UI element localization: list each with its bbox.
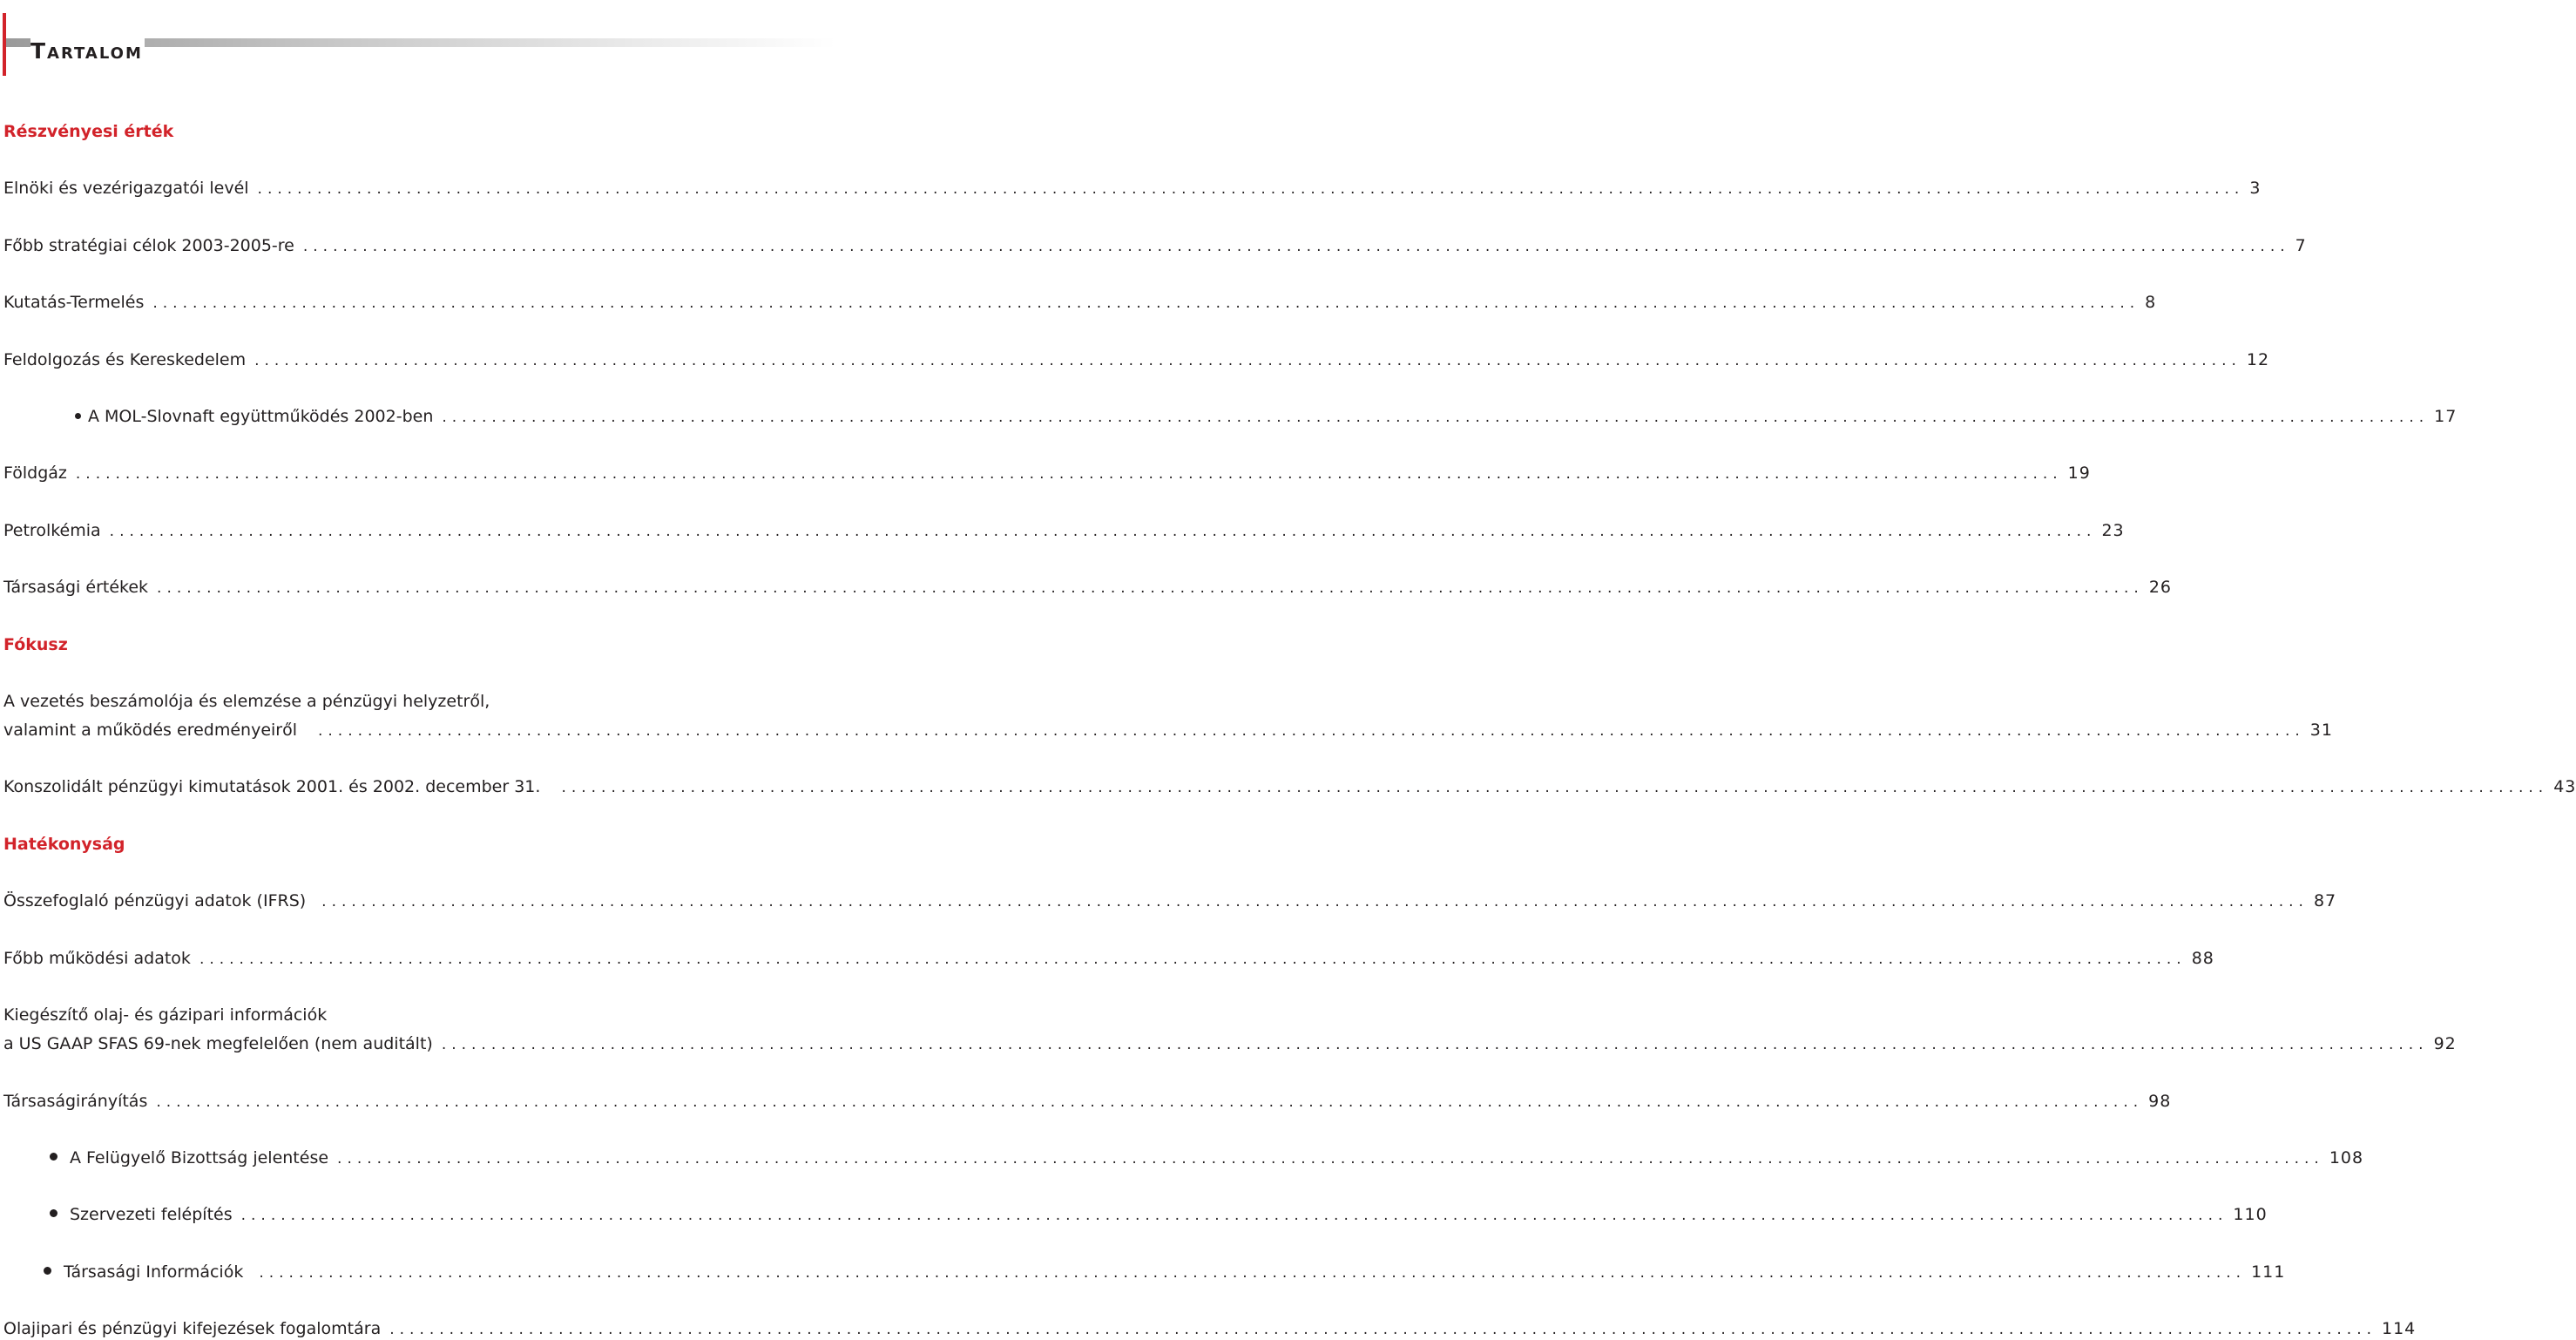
dot-leader: ........................................................................................................................................................................................................ xyxy=(441,1036,2429,1053)
toc-subentry[interactable] xyxy=(50,1204,2268,1226)
toc-subentry[interactable] xyxy=(75,406,2458,428)
toc-entry-page: 31 xyxy=(2309,721,2333,740)
toc-entry-label: Társasági értékek xyxy=(3,578,149,597)
dot-leader: ........................................................................................................................................................................................................ xyxy=(157,579,2144,597)
bullet-icon xyxy=(44,1267,51,1275)
toc-entry[interactable] xyxy=(3,1318,2417,1340)
toc-entry[interactable] xyxy=(3,1033,2457,1055)
toc-entry-page: 111 xyxy=(2251,1262,2286,1282)
toc-entry[interactable] xyxy=(3,1091,2172,1113)
toc-entry-page: 7 xyxy=(2295,236,2307,255)
bullet-icon xyxy=(50,1153,57,1161)
toc-entry-label: Főbb működési adatok xyxy=(3,949,191,968)
toc-entry-page: 88 xyxy=(2191,949,2214,968)
toc-entry-label: valamint a működés eredményeiről xyxy=(3,721,297,740)
section-heading-shareholder-value: Részvényesi érték xyxy=(3,122,174,141)
toc-entry[interactable] xyxy=(3,292,2157,314)
toc-entry-label-line1[interactable]: Kiegészítő olaj- és gázipari információk xyxy=(3,1005,328,1025)
toc-entry-page: 3 xyxy=(2249,179,2262,198)
dot-leader: ........................................................................................................................................................................................................ xyxy=(257,180,2245,198)
dot-leader: ........................................................................................................................................................................................................ xyxy=(442,409,2430,426)
toc-entry-label: Szervezeti felépítés xyxy=(70,1205,233,1224)
dot-leader: ........................................................................................................................................................................................................ xyxy=(302,238,2290,255)
toc-entry[interactable] xyxy=(3,948,2214,970)
dot-leader: ........................................................................................................................................................................................................ xyxy=(321,893,2309,910)
dot-leader: ........................................................................................................................................................................................................ xyxy=(259,1264,2247,1282)
toc-entry[interactable] xyxy=(3,890,2337,912)
dot-leader: ........................................................................................................................................................................................................ xyxy=(337,1150,2324,1167)
toc-entry-page: 87 xyxy=(2313,891,2337,910)
dot-leader: ........................................................................................................................................................................................................ xyxy=(156,1093,2144,1111)
toc-subentry[interactable] xyxy=(44,1262,2286,1283)
toc-entry-label: Összefoglaló pénzügyi adatok (IFRS) xyxy=(3,891,307,910)
dot-leader: ........................................................................................................................................................................................................ xyxy=(152,294,2140,312)
toc-entry[interactable] xyxy=(3,463,2091,484)
toc-entry-label: Elnöki és vezérigazgatói levél xyxy=(3,179,249,198)
dot-leader: ........................................................................................................................................................................................................ xyxy=(75,465,2063,483)
toc-entry-label: A Felügyelő Bizottság jelentése xyxy=(70,1148,329,1167)
toc-entry-page: 17 xyxy=(2434,407,2458,426)
section-heading-efficiency: Hatékonyság xyxy=(3,835,125,854)
dot-leader: ........................................................................................................................................................................................................ xyxy=(561,779,2549,796)
toc-entry-page: 19 xyxy=(2067,464,2091,483)
toc-entry-label: Főbb stratégiai célok 2003-2005-re xyxy=(3,236,294,255)
toc-entry-page: 98 xyxy=(2148,1092,2172,1111)
toc-entry-label: A MOL-Slovnaft együttműködés 2002-ben xyxy=(88,407,434,426)
toc-entry-page: 26 xyxy=(2148,578,2172,597)
page-title: Tartalom xyxy=(30,38,143,64)
toc-entry-label: Olajipari és pénzügyi kifejezések fogalomtára xyxy=(3,1319,382,1338)
toc-entry-label: Konszolidált pénzügyi kimutatások 2001. és 2002. december 31. xyxy=(3,777,541,796)
dot-leader: ........................................................................................................................................................................................................ xyxy=(199,951,2187,968)
toc-entry-label-line1[interactable]: A vezetés beszámolója és elemzése a pénzügyi helyzetről, xyxy=(3,692,490,711)
toc-entry-page: 110 xyxy=(2233,1205,2268,1224)
toc-entry[interactable] xyxy=(3,720,2333,741)
dot-leader: ........................................................................................................................................................................................................ xyxy=(109,523,2097,540)
toc-subentry[interactable] xyxy=(50,1147,2364,1169)
toc-entry-page: 43 xyxy=(2553,777,2576,796)
toc-entry-label: Petrolkémia xyxy=(3,521,101,540)
dot-leader: ........................................................................................................................................................................................................ xyxy=(254,352,2241,369)
toc-entry[interactable] xyxy=(3,349,2270,371)
toc-entry-label: Földgáz xyxy=(3,464,67,483)
toc-entry[interactable] xyxy=(3,577,2172,599)
toc-entry[interactable] xyxy=(3,776,2576,798)
toc-entry-label: Feldolgozás és Kereskedelem xyxy=(3,350,247,369)
dot-leader: ........................................................................................................................................................................................................ xyxy=(318,722,2305,740)
toc-entry-label: a US GAAP SFAS 69-nek megfelelően (nem auditált) xyxy=(3,1034,433,1053)
dot-leader: ........................................................................................................................................................................................................ xyxy=(389,1321,2377,1338)
bullet-icon xyxy=(50,1209,57,1217)
toc-entry-page: 8 xyxy=(2145,293,2157,312)
section-heading-focus: Fókusz xyxy=(3,635,68,654)
toc-entry-page: 114 xyxy=(2382,1319,2417,1338)
toc-entry[interactable] xyxy=(3,178,2262,200)
toc-entry-label: Társasági Információk xyxy=(64,1262,244,1282)
toc-entry-label: Társaságirányítás xyxy=(3,1092,148,1111)
toc-entry-label: Kutatás-Termelés xyxy=(3,293,145,312)
bullet-icon xyxy=(75,413,81,419)
toc-entry[interactable] xyxy=(3,520,2125,542)
toc-entry-page: 92 xyxy=(2433,1034,2457,1053)
toc-entry-page: 108 xyxy=(2329,1148,2364,1167)
dot-leader: ........................................................................................................................................................................................................ xyxy=(240,1207,2228,1224)
toc-entry-page: 23 xyxy=(2101,521,2125,540)
toc-entry[interactable] xyxy=(3,235,2307,257)
toc-entry-page: 12 xyxy=(2246,350,2270,369)
